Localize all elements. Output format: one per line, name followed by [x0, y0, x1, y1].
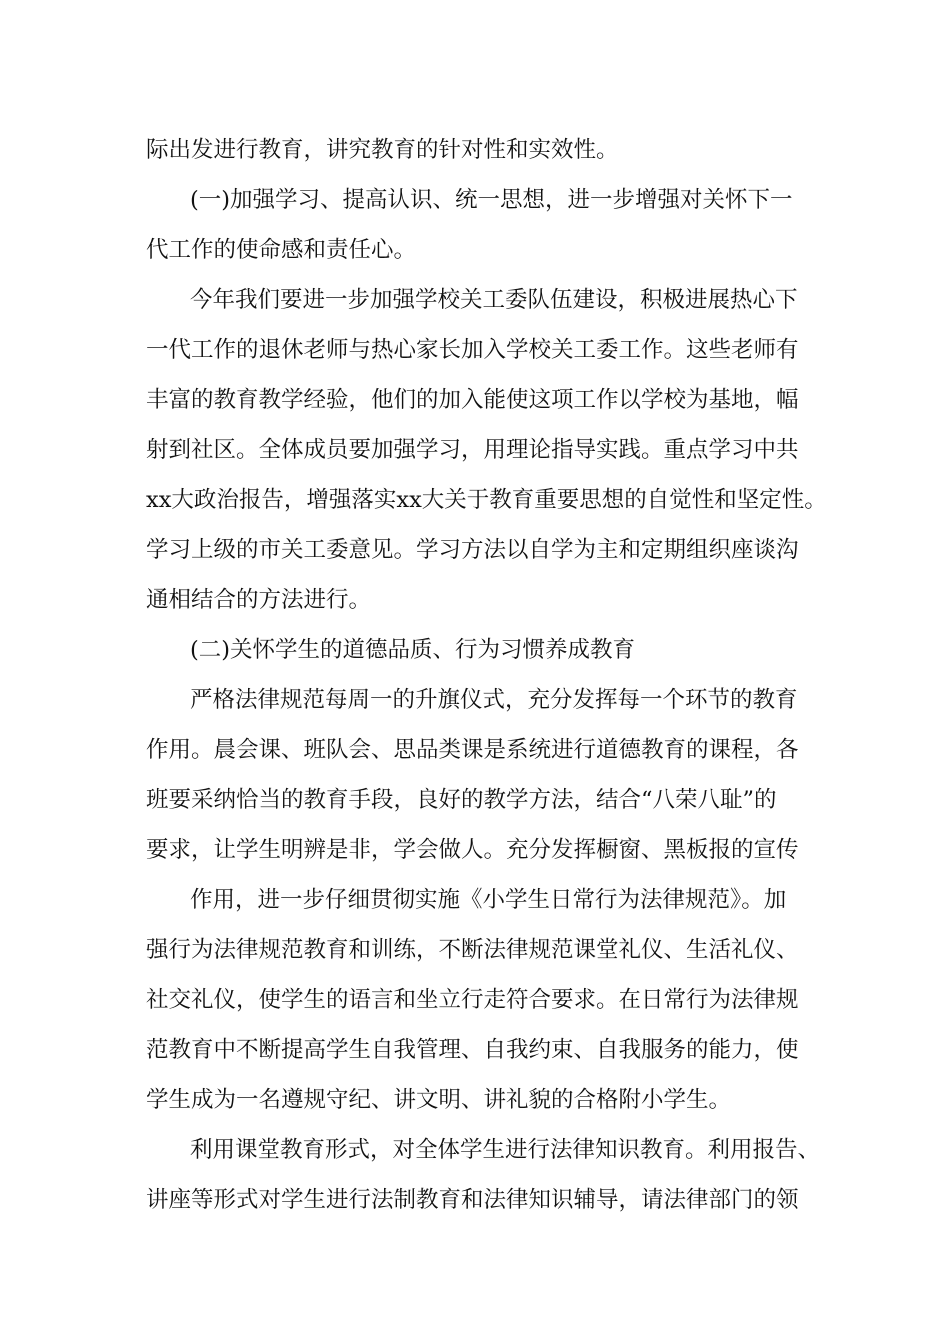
section-heading-1: (一)加强学习、提高认识、统一思想，进一步增强对关怀下一 — [190, 187, 793, 213]
text-line-17: 强行为法律规范教育和训练，不断法律规范课堂礼仪、生活礼仪、 — [146, 937, 799, 963]
text-line-14: 班要采纳恰当的教育手段，良好的教学方法，结合“八荣八耻”的 — [146, 787, 777, 813]
text-line-5: 一代工作的退休老师与热心家长加入学校关工委工作。这些老师有 — [146, 337, 799, 363]
text-line-3: 代工作的使命感和责任心。 — [146, 237, 417, 263]
text-line-10: 通相结合的方法进行。 — [146, 587, 372, 613]
text-line-12: 严格法律规范每周一的升旗仪式，充分发挥每一个环节的教育 — [190, 687, 798, 713]
text-line-22: 讲座等形式对学生进行法制教育和法律知识辅导，请法律部门的领 — [146, 1187, 799, 1213]
text-line-18: 社交礼仪，使学生的语言和坐立行走符合要求。在日常行为法律规 — [146, 987, 799, 1013]
text-line-13: 作用。晨会课、班队会、思品类课是系统进行道德教育的课程，各 — [146, 737, 799, 763]
text-line-20: 学生成为一名遵规守纪、讲文明、讲礼貌的合格附小学生。 — [146, 1087, 732, 1113]
text-line-21: 利用课堂教育形式，对全体学生进行法律知识教育。利用报告、 — [190, 1137, 821, 1163]
text-line-9: 学习上级的市关工委意见。学习方法以自学为主和定期组织座谈沟 — [146, 537, 799, 563]
text-line-16: 作用，进一步仔细贯彻实施《小学生日常行为法律规范》。加 — [190, 887, 787, 913]
text-line-1: 际出发进行教育，讲究教育的针对性和实效性。 — [146, 137, 619, 163]
text-line-7: 射到社区。全体成员要加强学习，用理论指导实践。重点学习中共 — [146, 437, 799, 463]
text-line-8: xx大政治报告，增强落实xx大关于教育重要思想的自觉性和坚定性。 — [146, 487, 827, 513]
section-heading-2: (二)关怀学生的道德品质、行为习惯养成教育 — [190, 637, 636, 663]
text-line-19: 范教育中不断提高学生自我管理、自我约束、自我服务的能力，使 — [146, 1037, 799, 1063]
text-line-4: 今年我们要进一步加强学校关工委队伍建设，积极进展热心下 — [190, 287, 798, 313]
text-line-6: 丰富的教育教学经验，他们的加入能使这项工作以学校为基地，幅 — [146, 387, 799, 413]
text-line-15: 要求，让学生明辨是非，学会做人。充分发挥橱窗、黑板报的宣传 — [146, 837, 799, 863]
